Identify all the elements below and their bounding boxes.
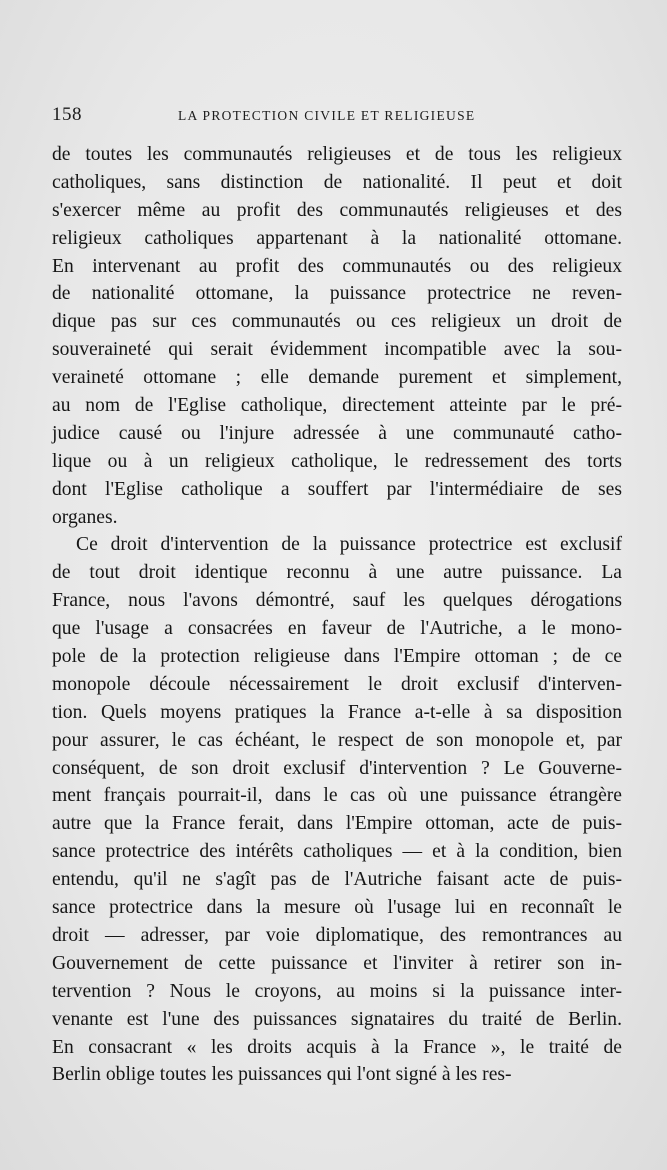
page-number: 158 (52, 104, 82, 125)
text-line: France, nous l'avons démontré, sauf les quelques dérogations (52, 590, 622, 612)
running-head: LA PROTECTION CIVILE ET RELIGIEUSE (178, 108, 476, 123)
text-line: conséquent, de son droit exclusif d'intervention ? Le Gouverne- (52, 757, 622, 779)
text-line: entendu, qu'il ne s'agît pas de l'Autriche faisant acte de puis- (52, 869, 622, 891)
text-line: catholiques, sans distinction de nationalité. Il peut et doit (52, 171, 622, 193)
text-line: Ce droit d'intervention de la puissance protectrice est exclusif (76, 534, 622, 556)
text-line: lique ou à un religieux catholique, le redressement des torts (52, 450, 622, 472)
text-line: Gouvernement de cette puissance et l'inviter à retirer son in- (52, 952, 622, 974)
text-line: dont l'Eglise catholique a souffert par l'intermédiaire de ses (52, 478, 622, 500)
text-line: religieux catholiques appartenant à la nationalité ottomane. (52, 227, 622, 249)
text-line: sance protectrice des intérêts catholiques — et à la condition, bien (52, 841, 622, 863)
text-line: tervention ? Nous le croyons, au moins si la puissance inter- (52, 980, 622, 1002)
text-line: veraineté ottomane ; elle demande purement et simplement, (52, 367, 622, 389)
text-line: venante est l'une des puissances signataires du traité de Berlin. (52, 1008, 622, 1030)
text-line: souveraineté qui serait évidemment incompatible avec la sou- (52, 339, 622, 361)
text-line: organes. (52, 506, 118, 528)
text-line: de toutes les communautés religieuses et de tous les religieux (52, 144, 622, 165)
text-line: judice causé ou l'injure adressée à une communauté catho- (52, 422, 622, 444)
text-line: En consacrant « les droits acquis à la France », le traité de (52, 1036, 622, 1058)
text-line: dique pas sur ces communautés ou ces religieux un droit de (52, 311, 622, 333)
paragraph (52, 141, 622, 531)
text-line: que l'usage a consacrées en faveur de l'Autriche, a le mono- (52, 618, 622, 640)
body-text (52, 141, 622, 1089)
text-line: En intervenant au profit des communautés ou des religieux (52, 255, 622, 277)
text-line: au nom de l'Eglise catholique, directement atteinte par le pré- (52, 395, 622, 417)
text-line: Berlin oblige toutes les puissances qui l'ont signé à les res- (52, 1064, 512, 1086)
text-line: de nationalité ottomane, la puissance protectrice ne reven- (52, 283, 622, 305)
text-line: tion. Quels moyens pratiques la France a-t-elle à sa disposition (52, 701, 622, 723)
text-line: droit — adresser, par voie diplomatique, des remontrances au (52, 924, 622, 946)
text-line: pour assurer, le cas échéant, le respect de son monopole et, par (52, 729, 622, 751)
text-line: monopole découle nécessairement le droit exclusif d'interven- (52, 673, 622, 695)
text-line: sance protectrice dans la mesure où l'usage lui en reconnaît le (52, 897, 622, 919)
page-header (52, 104, 612, 130)
paragraph (52, 531, 622, 1089)
text-line: de tout droit identique reconnu à une autre puissance. La (52, 562, 622, 584)
text-line: autre que la France ferait, dans l'Empire ottoman, acte de puis- (52, 813, 622, 835)
text-line: pole de la protection religieuse dans l'Empire ottoman ; de ce (52, 646, 622, 668)
text-line: s'exercer même au profit des communautés religieuses et des (52, 199, 622, 221)
text-line: ment français pourrait-il, dans le cas où une puissance étrangère (52, 785, 622, 807)
